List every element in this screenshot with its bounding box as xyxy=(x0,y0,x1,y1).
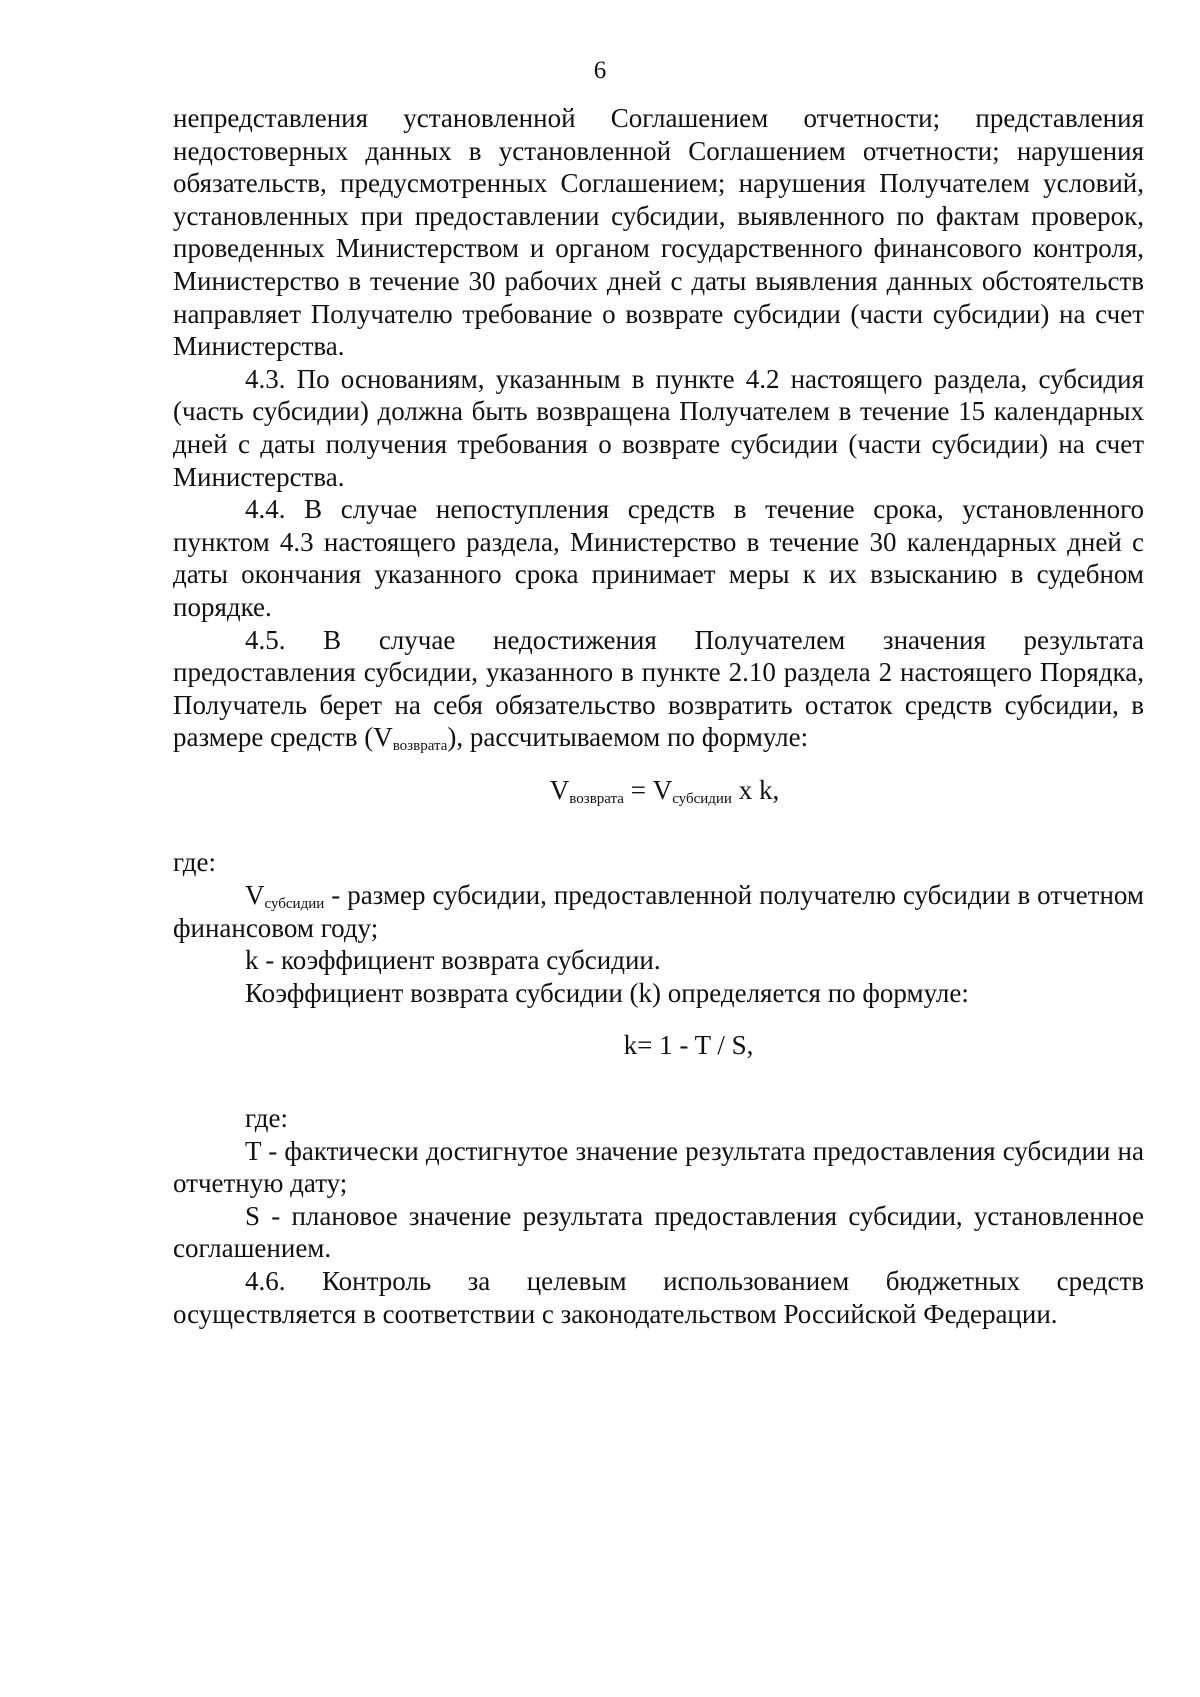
formula-v-return: V xyxy=(549,774,570,805)
formula-k: k= 1 - T / S, xyxy=(623,1030,754,1061)
formula-equals: = xyxy=(623,774,653,805)
subscript-return: возврата xyxy=(392,738,448,755)
paragraph-4-5-tail: ), рассчитываемом по формуле: xyxy=(447,722,809,753)
paragraph-4-3: 4.3. По основаниям, указанным в пункте 4.2 настоящего раздела, субсидия (часть субсидии) должна быть возвращена Получателем в течение 15 календарных дней с даты получения требования о возврате субсидии (части субсидии) на счет Министерства. xyxy=(173,363,1144,492)
formula-v-subsidy-sub: субсидии xyxy=(672,790,732,807)
def-v-sub: субсидии xyxy=(264,896,325,913)
def-v-text: - размер субсидии, предоставленной получателю субсидии в отчетном финансовом году; xyxy=(173,880,1144,943)
formula-v-subsidy: V xyxy=(652,774,673,805)
paragraph-intro: непредставления установленной Соглашением отчетности; представления недостоверных данных в установленной Соглашением отчетности; нарушения обязательств, предусмотренных Соглашением; нарушения Получателем условий, установленных при предоставлении субсидии, выявленного по фактам проверок, проведенных Министерством и органом государственного финансового контроля, Министерство в течение 30 рабочих дней с даты выявления данных обстоятельств направляет Получателю требование о возврате субсидии (части субсидии) на счет Министерства. xyxy=(173,103,1144,362)
formula-tail: x k, xyxy=(731,774,780,805)
definition-k: k - коэффициент возврата субсидии. xyxy=(245,945,661,976)
def-v-symbol: V xyxy=(245,880,265,911)
formula-return xyxy=(173,774,1144,807)
definition-t: T - фактически достигнутое значение результата предоставления субсидии на отчетную дату; xyxy=(173,1135,1144,1199)
paragraph-4-5 xyxy=(173,624,1144,754)
paragraph-4-5-text: 4.5. В случае недостижения Получателем значения результата предоставления субсидии, указанного в пункте 2.10 раздела 2 настоящего Порядка, Получатель берет на себя обязательство возвратить остаток средств субсидии, в размере средств (V xyxy=(173,624,1144,753)
k-formula-intro: Коэффициент возврата субсидии (k) определяется по формуле: xyxy=(245,977,969,1008)
document-body xyxy=(173,102,1144,1330)
paragraph-4-4: 4.4. В случае непоступления средств в течение срока, установленного пунктом 4.3 настоящего раздела, Министерство в течение 30 календарных дней с даты окончания указанного срока принимает меры к их взысканию в судебном порядке. xyxy=(173,494,1144,622)
formula-v-return-sub: возврата xyxy=(569,790,624,807)
where-label-2: где: xyxy=(245,1103,288,1134)
paragraph-4-6: 4.6. Контроль за целевым использованием бюджетных средств осуществляется в соответствии с законодательством Российской Федерации. xyxy=(173,1266,1144,1329)
page-number: 6 xyxy=(593,57,607,84)
definition-s: S - плановое значение результата предоставления субсидии, установленное соглашением. xyxy=(173,1200,1144,1264)
where-label-1: где: xyxy=(173,847,216,878)
definition-v-subsidy xyxy=(173,879,1144,944)
